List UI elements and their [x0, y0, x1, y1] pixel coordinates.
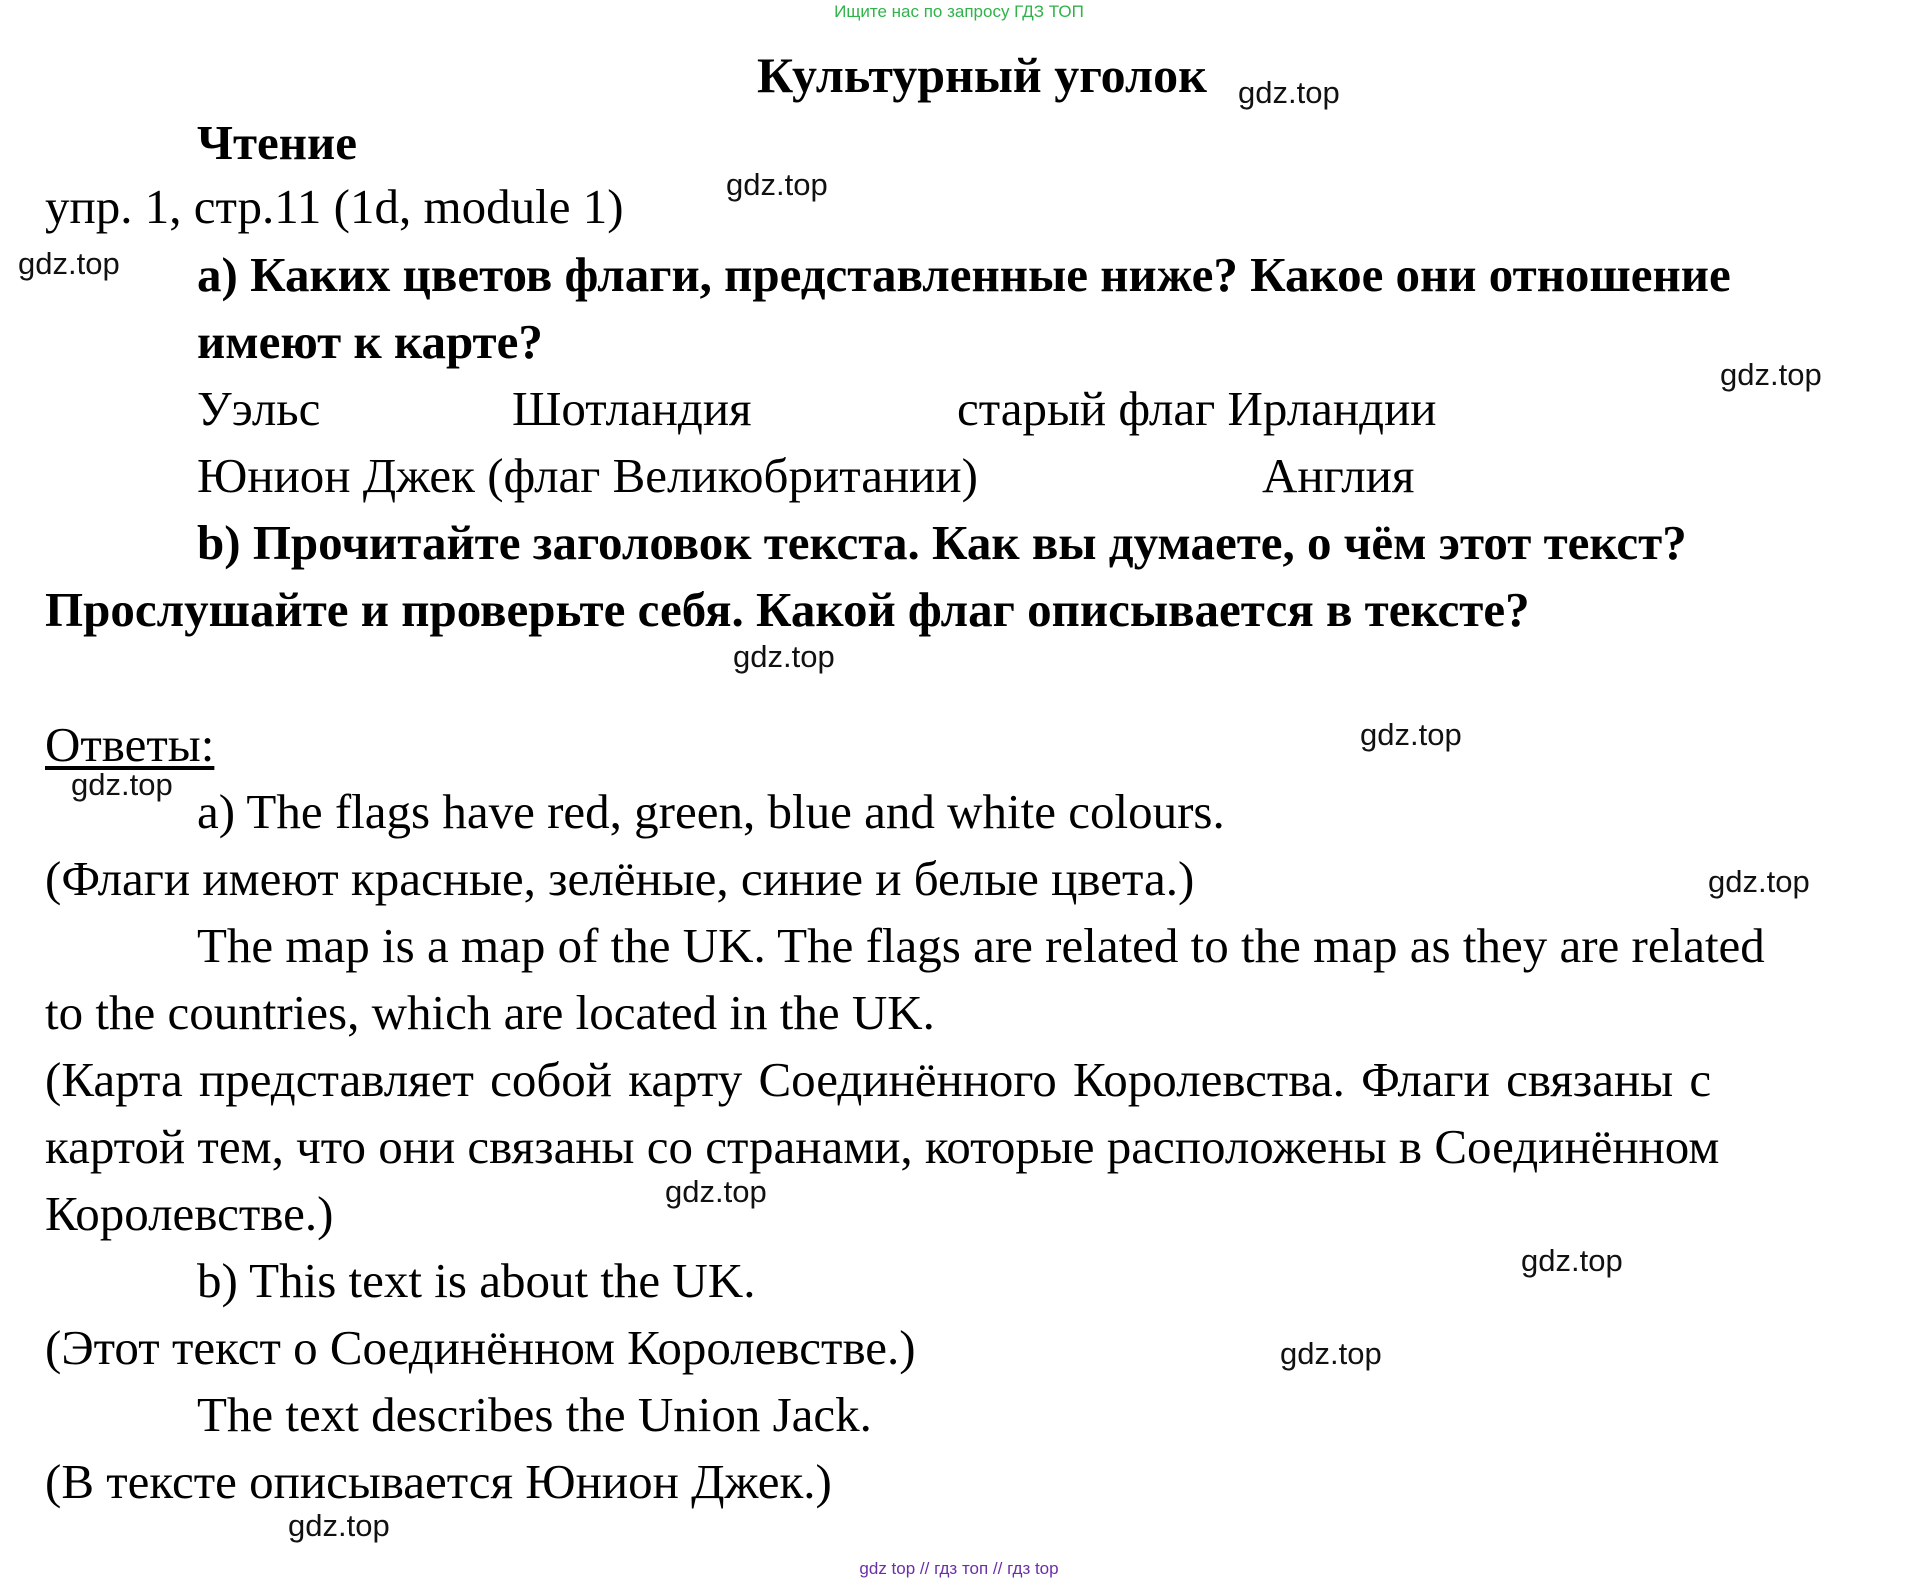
answer-line: (Карта представляет собой карту Соединённого Королевства. Флаги связаны с — [45, 1052, 1712, 1107]
watermark: gdz.top — [726, 167, 828, 202]
flag-label-wales: Уэльс — [197, 381, 321, 436]
answer-line: b) This text is about the UK. — [197, 1253, 756, 1308]
answer-line: to the countries, which are located in the UK. — [45, 985, 935, 1040]
watermark: gdz.top — [288, 1508, 390, 1543]
section-heading: Чтение — [197, 115, 357, 170]
answer-line: (Флаги имеют красные, зелёные, синие и белые цвета.) — [45, 851, 1195, 906]
task-a-line-1: a) Каких цветов флаги, представленные ниже? Какое они отношение — [197, 247, 1731, 302]
answer-line: (Этот текст о Соединённом Королевстве.) — [45, 1320, 916, 1375]
task-a-line-2: имеют к карте? — [197, 314, 543, 369]
watermark: gdz.top — [1720, 357, 1822, 392]
top-search-hint[interactable]: Ищите нас по запросу ГДЗ ТОП — [834, 2, 1084, 21]
watermark: gdz.top — [1280, 1336, 1382, 1371]
task-b-line-2: Прослушайте и проверьте себя. Какой флаг описывается в тексте? — [45, 582, 1530, 637]
watermark: gdz.top — [71, 767, 173, 802]
answer-line: a) The flags have red, green, blue and white colours. — [197, 784, 1225, 839]
watermark: gdz.top — [1708, 864, 1810, 899]
flag-label-old-ireland: старый флаг Ирландии — [957, 381, 1437, 436]
watermark: gdz.top — [1521, 1243, 1623, 1278]
answer-line: The text describes the Union Jack. — [197, 1387, 872, 1442]
answer-line: картой тем, что они связаны со странами, которые расположены в Соединённом — [45, 1119, 1720, 1174]
answer-line: (В тексте описывается Юнион Джек.) — [45, 1454, 832, 1509]
flag-label-union-jack: Юнион Джек (флаг Великобритании) — [197, 448, 978, 503]
flag-label-scotland: Шотландия — [512, 381, 752, 436]
footer-links[interactable]: gdz top // гдз топ // гдз top — [859, 1559, 1059, 1578]
answer-line: Королевстве.) — [45, 1186, 334, 1241]
task-b-line-1: b) Прочитайте заголовок текста. Как вы думаете, о чём этот текст? — [197, 515, 1687, 570]
watermark: gdz.top — [1360, 717, 1462, 752]
exercise-reference: упр. 1, стр.11 (1d, module 1) — [45, 179, 624, 234]
answer-line: The map is a map of the UK. The flags are related to the map as they are related — [197, 918, 1765, 973]
watermark: gdz.top — [665, 1174, 767, 1209]
watermark: gdz.top — [18, 246, 120, 281]
watermark: gdz.top — [1238, 75, 1340, 110]
page-title: Культурный уголок — [757, 47, 1207, 103]
flag-label-england: Англия — [1262, 448, 1415, 503]
answers-label: Ответы: — [45, 717, 215, 772]
watermark: gdz.top — [733, 639, 835, 674]
